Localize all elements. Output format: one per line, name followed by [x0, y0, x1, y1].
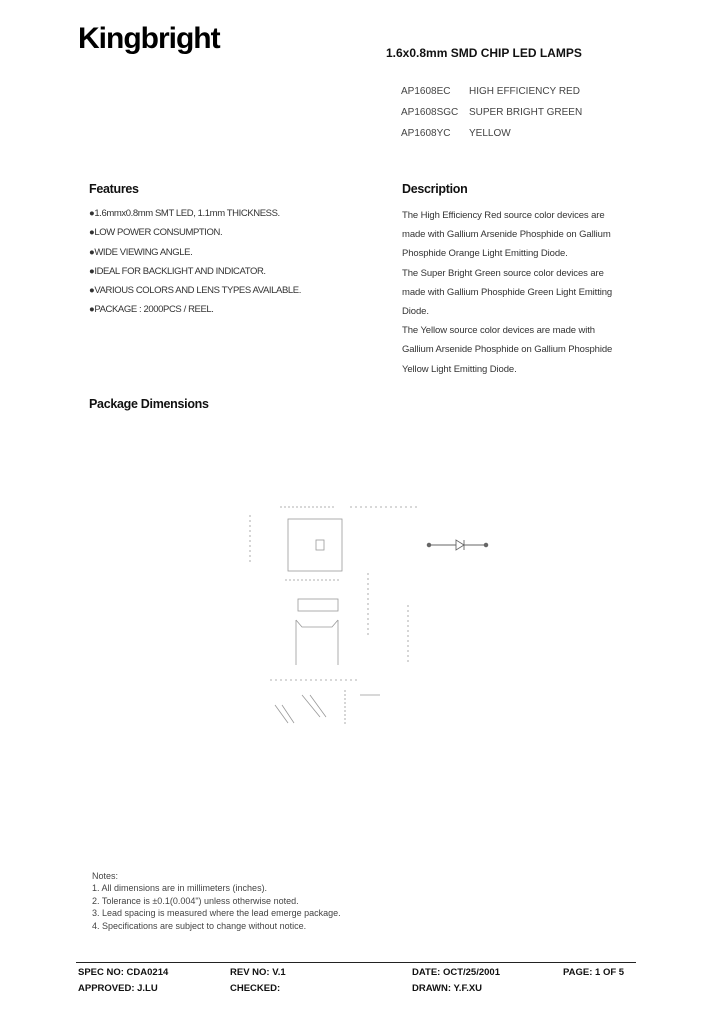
drawn-by: DRAWN: Y.F.XU: [412, 983, 483, 994]
part-number: AP1608EC: [401, 86, 451, 97]
feature-item: ●PACKAGE : 2000PCS / REEL.: [89, 304, 214, 316]
spec-number: SPEC NO: CDA0214: [78, 967, 169, 978]
page-number: PAGE: 1 OF 5: [563, 967, 625, 978]
feature-item: ●VARIOUS COLORS AND LENS TYPES AVAILABLE.: [89, 285, 301, 297]
features-section: [89, 182, 301, 322]
brand-logo: Kingbright: [78, 22, 220, 55]
feature-item: ●LOW POWER CONSUMPTION.: [89, 227, 223, 239]
part-number: AP1608SGC: [401, 107, 459, 118]
note-item: 3. Lead spacing is measured where the lead emerge package.: [92, 908, 341, 919]
footer-divider: [76, 962, 636, 963]
feature-item: ●WIDE VIEWING ANGLE.: [89, 246, 193, 258]
package-dimension-drawing: [230, 495, 510, 745]
note-item: 4. Specifications are subject to change without notice.: [92, 920, 307, 931]
document-date: DATE: OCT/25/2001: [412, 967, 500, 978]
description-body: [402, 206, 628, 379]
feature-item: ●1.6mmx0.8mm SMT LED, 1.1mm THICKNESS.: [89, 208, 280, 219]
feature-item: ●IDEAL FOR BACKLIGHT AND INDICATOR.: [89, 265, 266, 277]
note-item: 2. Tolerance is ±0.1(0.004") unless otherwise noted.: [92, 895, 299, 906]
diode-symbol: [427, 540, 488, 550]
part-row: [401, 86, 582, 107]
description-heading: Description: [402, 182, 468, 196]
package-dimensions-heading: Package Dimensions: [89, 397, 209, 411]
side-view-outline: [298, 599, 338, 611]
part-row: [401, 107, 582, 128]
note-item: 1. All dimensions are in millimeters (inches).: [92, 883, 268, 894]
part-number: AP1608YC: [401, 128, 451, 139]
description-paragraph: The Yellow source color devices are made with Gallium Arsenide Phosphide on Gallium Phosphide Yellow Light Emitting Diode.: [402, 325, 613, 375]
part-list: [401, 86, 582, 149]
features-heading: Features: [89, 182, 139, 196]
notes-section: [92, 870, 341, 932]
part-color: YELLOW: [469, 128, 511, 139]
description-paragraph: The High Efficiency Red source color devices are made with Gallium Arsenide Phosphide on Gallium Phosphide Orange Light Emitting Diode.: [402, 210, 611, 260]
description-paragraph: The Super Bright Green source color devices are made with Gallium Phosphide Green Light Emitting Diode.: [402, 267, 613, 318]
revision-number: REV NO: V.1: [230, 967, 286, 978]
document-title: 1.6x0.8mm SMD CHIP LED LAMPS: [386, 46, 582, 60]
top-view-outline: [288, 519, 342, 571]
description-section: [402, 182, 628, 379]
part-color: HIGH EFFICIENCY RED: [469, 86, 580, 97]
part-row: [401, 128, 582, 149]
approved-by: APPROVED: J.LU: [78, 983, 158, 994]
checked-by: CHECKED:: [230, 983, 281, 994]
notes-heading: Notes:: [92, 871, 119, 881]
features-list: [89, 206, 301, 322]
part-color: SUPER BRIGHT GREEN: [469, 107, 583, 118]
